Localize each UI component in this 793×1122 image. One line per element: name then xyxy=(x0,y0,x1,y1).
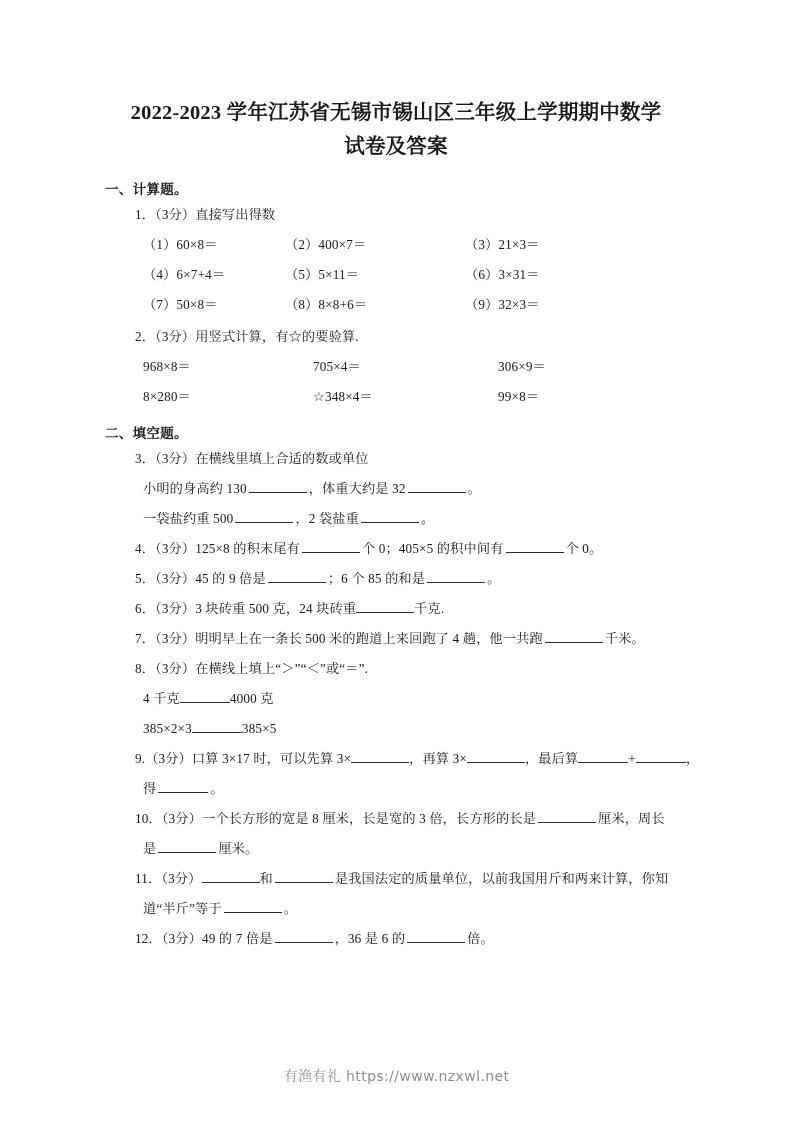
question-11-text-e: 。 xyxy=(283,901,298,916)
question-3-blank-1[interactable] xyxy=(249,479,307,493)
question-8 xyxy=(105,654,687,744)
question-1-item-9: （9）32×3＝ xyxy=(465,297,540,312)
question-5-line xyxy=(105,564,687,594)
question-9-blank-1[interactable] xyxy=(351,749,409,763)
question-8-blank-1[interactable] xyxy=(180,689,230,703)
question-5-blank-1[interactable] xyxy=(268,569,326,583)
question-11-line-1 xyxy=(105,864,687,894)
question-3-text-f: 。 xyxy=(420,511,435,526)
question-11-text-a: 11．（3分） xyxy=(135,871,202,886)
question-9-blank-2[interactable] xyxy=(467,749,525,763)
question-9-blank-5[interactable] xyxy=(158,779,208,793)
question-8-line-2 xyxy=(105,684,687,714)
question-9-text-e: ， xyxy=(685,751,700,766)
question-7 xyxy=(105,624,687,654)
question-6-line xyxy=(105,594,687,624)
question-11-text-d: 道“半斤”等于 xyxy=(143,901,222,916)
question-5-blank-2[interactable] xyxy=(427,569,485,583)
question-12-blank-1[interactable] xyxy=(275,929,333,943)
question-2-item-6: 99×8＝ xyxy=(498,389,540,404)
question-3-text-e: ，2 袋盐重 xyxy=(295,511,359,526)
question-1-item-2: （2）400×7＝ xyxy=(285,237,367,252)
question-12-text-a: 12．（3分）49 的 7 倍是 xyxy=(135,931,273,946)
question-12-text-b: ，36 是 6 的 xyxy=(334,931,406,946)
question-10-blank-2[interactable] xyxy=(158,839,216,853)
question-2-item-1: 968×8＝ xyxy=(143,359,191,374)
question-7-blank-1[interactable] xyxy=(545,629,603,643)
question-6-text-a: 6．（3分）3 块砖重 500 克，24 块砖重 xyxy=(135,601,357,616)
question-11-blank-3[interactable] xyxy=(224,899,282,913)
question-10 xyxy=(105,804,687,864)
question-1-item-8: （8）8×8+6＝ xyxy=(285,297,368,312)
question-12-blank-2[interactable] xyxy=(407,929,465,943)
question-9-blank-4[interactable] xyxy=(636,749,686,763)
question-4-text-c: 个 0。 xyxy=(565,541,603,556)
question-9 xyxy=(105,744,700,804)
question-1-stem: 1．（3分）直接写出得数 xyxy=(135,207,276,222)
question-10-line-1 xyxy=(105,804,687,834)
question-10-text-d: 厘米。 xyxy=(218,841,259,856)
question-9-text-f: 得 xyxy=(143,781,157,796)
question-10-text-b: 厘米，周长 xyxy=(598,811,665,826)
question-4 xyxy=(105,534,687,564)
question-9-line-1 xyxy=(105,744,700,774)
question-10-blank-1[interactable] xyxy=(538,809,596,823)
question-5-text-a: 5．（3分）45 的 9 倍是 xyxy=(135,571,266,586)
question-12-text-c: 倍。 xyxy=(467,931,494,946)
question-1-row-2 xyxy=(105,260,687,290)
question-2-item-3: 306×9＝ xyxy=(498,359,546,374)
question-2-item-4: 8×280＝ xyxy=(143,389,191,404)
question-3-blank-2[interactable] xyxy=(408,479,466,493)
question-3-blank-3[interactable] xyxy=(235,509,293,523)
question-4-text-a: 4．（3分）125×8 的积末尾有 xyxy=(135,541,300,556)
question-9-text-a: 9.（3分）口算 3×17 时，可以先算 3× xyxy=(135,751,352,766)
question-10-line-2 xyxy=(105,834,687,864)
question-7-text-b: 千米。 xyxy=(604,631,645,646)
question-8-text-b: 4000 克 xyxy=(229,691,274,706)
question-8-text-d: 385×5 xyxy=(241,721,277,736)
question-3-line-3 xyxy=(105,504,687,534)
section-heading-1: 一、计算题。 xyxy=(105,182,188,197)
question-4-text-b: 个 0；405×5 的积中间有 xyxy=(361,541,504,556)
question-9-text-d: + xyxy=(628,751,636,766)
question-10-text-a: 10．（3分）一个长方形的宽是 8 厘米，长是宽的 3 倍，长方形的长是 xyxy=(135,811,537,826)
question-5-text-c: 。 xyxy=(487,571,501,586)
question-9-text-b: ，再算 3× xyxy=(409,751,467,766)
question-11-line-2 xyxy=(105,894,687,924)
question-11-text-b: 和 xyxy=(259,871,273,886)
question-1-item-7: （7）50×8＝ xyxy=(143,297,218,312)
question-8-stem: 8．（3分）在横线上填上“＞”“＜”或“＝”. xyxy=(135,661,369,676)
question-8-text-c: 385×2×3 xyxy=(143,721,192,736)
question-3-blank-4[interactable] xyxy=(361,509,419,523)
question-1-item-1: （1）60×8＝ xyxy=(143,237,218,252)
question-6-blank-1[interactable] xyxy=(356,599,414,613)
question-1-item-3: （3）21×3＝ xyxy=(465,237,540,252)
question-9-line-2 xyxy=(105,774,687,804)
question-9-blank-3[interactable] xyxy=(578,749,628,763)
question-10-text-c: 是 xyxy=(143,841,157,856)
question-1-item-5: （5）5×11＝ xyxy=(285,267,360,282)
title-line-2: 试卷及答案 xyxy=(344,136,448,158)
question-11-text-c: 是我国法定的质量单位，以前我国用斤和两来计算，你知 xyxy=(334,871,669,886)
question-3-line-2 xyxy=(105,474,687,504)
page-title xyxy=(105,96,687,164)
question-1-row-3 xyxy=(105,290,687,320)
question-6 xyxy=(105,594,687,624)
question-8-text-a: 4 千克 xyxy=(143,691,180,706)
question-1-item-6: （6）3×31＝ xyxy=(465,267,540,282)
question-3 xyxy=(105,444,687,534)
question-2-item-2: 705×4＝ xyxy=(313,359,361,374)
question-2-stem: 2．（3分）用竖式计算，有☆的要验算. xyxy=(135,329,359,344)
question-1-item-4: （4）6×7+4＝ xyxy=(143,267,226,282)
footer-watermark: 有渔有礼 https://www.nzxwl.net xyxy=(283,1069,510,1085)
question-9-text-g: 。 xyxy=(210,781,224,796)
question-3-stem: 3．（3分）在横线里填上合适的数或单位 xyxy=(135,451,369,466)
question-9-text-c: ，最后算 xyxy=(524,751,579,766)
question-1 xyxy=(105,200,687,320)
question-2-row-2 xyxy=(105,382,687,412)
question-3-text-c: 。 xyxy=(467,481,482,496)
question-12-line xyxy=(105,924,687,954)
question-11-blank-2[interactable] xyxy=(275,869,333,883)
question-4-line xyxy=(105,534,687,564)
title-line-1: 2022-2023 学年江苏省无锡市锡山区三年级上学期期中数学 xyxy=(130,102,662,124)
question-12 xyxy=(105,924,687,954)
question-2-item-5: ☆348×4＝ xyxy=(313,389,373,404)
question-4-blank-1[interactable] xyxy=(302,539,360,553)
question-5 xyxy=(105,564,687,594)
question-3-text-a: 小明的身高约 130 xyxy=(143,481,247,496)
document-body xyxy=(105,96,700,954)
question-11 xyxy=(105,864,687,924)
question-8-blank-2[interactable] xyxy=(192,719,242,733)
question-3-text-d: 一袋盐约重 500 xyxy=(143,511,234,526)
question-7-text-a: 7．（3分）明明早上在一条长 500 米的跑道上来回跑了 4 趟，他一共跑 xyxy=(135,631,543,646)
question-8-line-3 xyxy=(105,714,687,744)
question-1-row-1 xyxy=(105,230,687,260)
question-5-text-b: ；6 个 85 的和是 xyxy=(327,571,426,586)
question-2-row-1 xyxy=(105,352,687,382)
question-7-line xyxy=(105,624,687,654)
question-6-text-b: 千克. xyxy=(414,601,445,616)
question-2 xyxy=(105,322,687,412)
section-heading-2: 二、填空题。 xyxy=(105,426,188,441)
question-11-blank-1[interactable] xyxy=(202,869,260,883)
question-3-text-b: ，体重大约是 32 xyxy=(308,481,406,496)
question-4-blank-2[interactable] xyxy=(506,539,564,553)
